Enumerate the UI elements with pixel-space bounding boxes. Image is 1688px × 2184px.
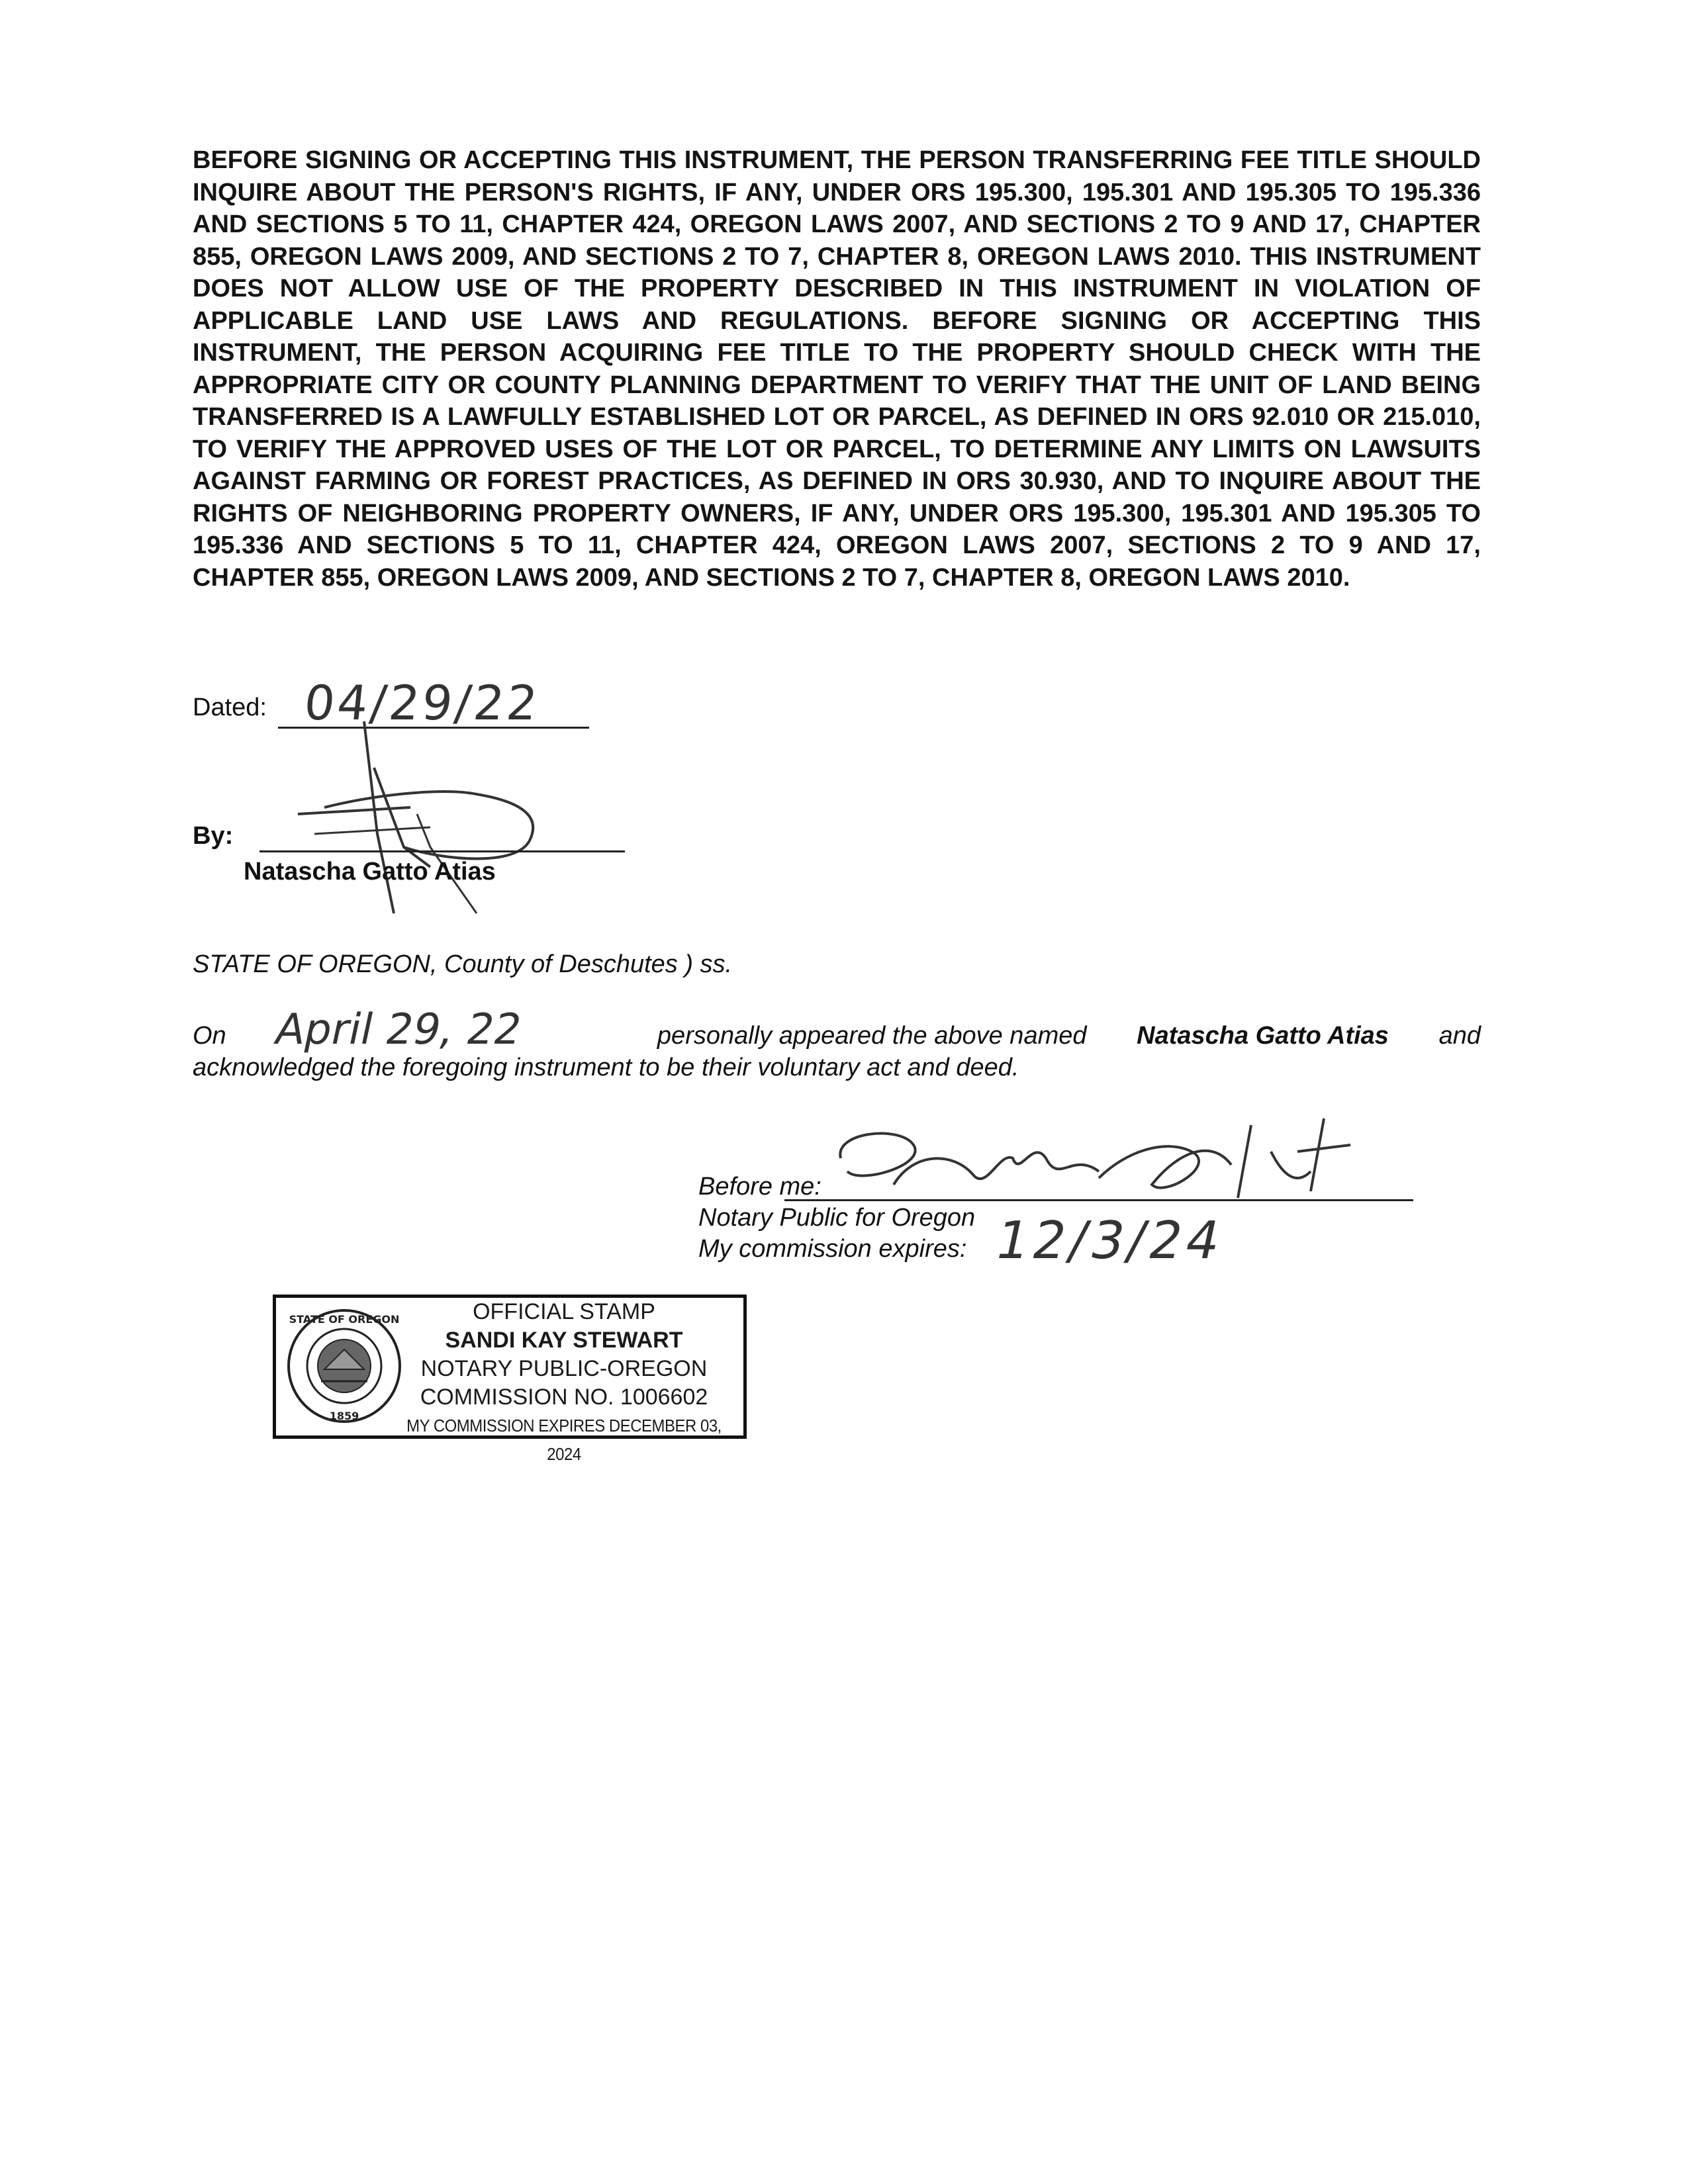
ack-name: Natascha Gatto Atias [1137, 1022, 1389, 1050]
by-signature-line [259, 850, 625, 852]
ack-text-after-name: acknowledged the foregoing instrument to be their voluntary act and deed. [193, 1054, 1019, 1081]
notary-public-label: Notary Public for Oregon [698, 1204, 976, 1232]
commission-expires-handwritten-value: 12/3/24 [990, 1211, 1230, 1271]
svg-text:1859: 1859 [329, 1410, 359, 1422]
stamp-notary-public: NOTARY PUBLIC-OREGON [420, 1356, 708, 1381]
venue-line: STATE OF OREGON, County of Deschutes ) ss. [193, 950, 733, 978]
land-use-notice-text: BEFORE SIGNING OR ACCEPTING THIS INSTRUMENT, THE PERSON TRANSFERRING FEE TITLE SHOULD INQUIRE ABOUT THE PERSON'S RIGHTS, IF ANY, UNDER ORS 195.300, 195.301 AND 195.305 TO 195.336 AND SECTIONS 5 TO 11, CHAPTER 424, OREGON LAWS 2007, AND SECTIONS 2 TO 9 AND 17, CHAPTER 855, OREGON LAWS 2009, AND SECTIONS 2 TO 7, CHAPTER 8, OREGON LAWS 2010. THIS INSTRUMENT DOES NOT ALLOW USE OF THE PROPERTY DESCRIBED IN THIS INSTRUMENT IN VIOLATION OF APPLICABLE LAND USE LAWS AND REGULATIONS. BEFORE SIGNING OR ACCEPTING THIS INSTRUMENT, THE PERSON ACQUIRING FEE TITLE TO THE PROPERTY SHOULD CHECK WITH THE APPROPRIATE CITY OR COUNTY PLANNING DEPARTMENT TO VERIFY THAT THE UNIT OF LAND BEING TRANSFERRED IS A LAWFULLY ESTABLISHED LOT OR PARCEL, AS DEFINED IN ORS 92.010 OR 215.010, TO VERIFY THE APPROVED USES OF THE LOT OR PARCEL, TO DETERMINE ANY LIMITS ON LAWSUITS AGAINST FARMING OR FOREST PRACTICES, AS DEFINED IN ORS 30.930, AND TO INQUIRE ABOUT THE RIGHTS OF NEIGHBORING PROPERTY OWNERS, IF ANY, UNDER ORS 195.300, 195.301 AND 195.305 TO 195.336 AND SECTIONS 5 TO 11, CHAPTER 424, OREGON LAWS 2007, SECTIONS 2 TO 9 AND 17, CHAPTER 855, OREGON LAWS 2009, AND SECTIONS 2 TO 7, CHAPTER 8, OREGON LAWS 2010. [193, 146, 1481, 592]
signer-name: Natascha Gatto Atias [244, 858, 496, 886]
stamp-commission-expires: MY COMMISSION EXPIRES DECEMBER 03, 2024 [406, 1416, 722, 1464]
stamp-commission-number: COMMISSION NO. 1006602 [420, 1385, 708, 1410]
svg-text:STATE OF OREGON: STATE OF OREGON [289, 1313, 400, 1326]
by-label: By: [193, 822, 234, 850]
official-stamp [273, 1295, 747, 1464]
land-use-notice [193, 144, 1481, 594]
ack-handwritten-date: April 29, 22 [271, 1005, 527, 1054]
stamp-notary-name: SANDI KAY STEWART [445, 1328, 683, 1353]
commission-expires-label: My commission expires: [698, 1235, 967, 1263]
acknowledgment-paragraph [193, 1005, 1481, 1083]
dated-label: Dated: [193, 694, 267, 721]
ack-on-label: On [193, 1022, 226, 1050]
ack-and-label: and [1438, 1022, 1481, 1050]
before-me-label: Before me: [698, 1173, 821, 1201]
ack-text-before-name: personally appeared the above named [657, 1022, 1087, 1050]
dated-handwritten-value: 04/29/22 [301, 675, 543, 731]
before-me-signature-line [784, 1199, 1413, 1201]
notary-block [698, 1171, 975, 1265]
stamp-title: OFFICIAL STAMP [473, 1299, 655, 1324]
signer-signature-icon [278, 715, 563, 933]
